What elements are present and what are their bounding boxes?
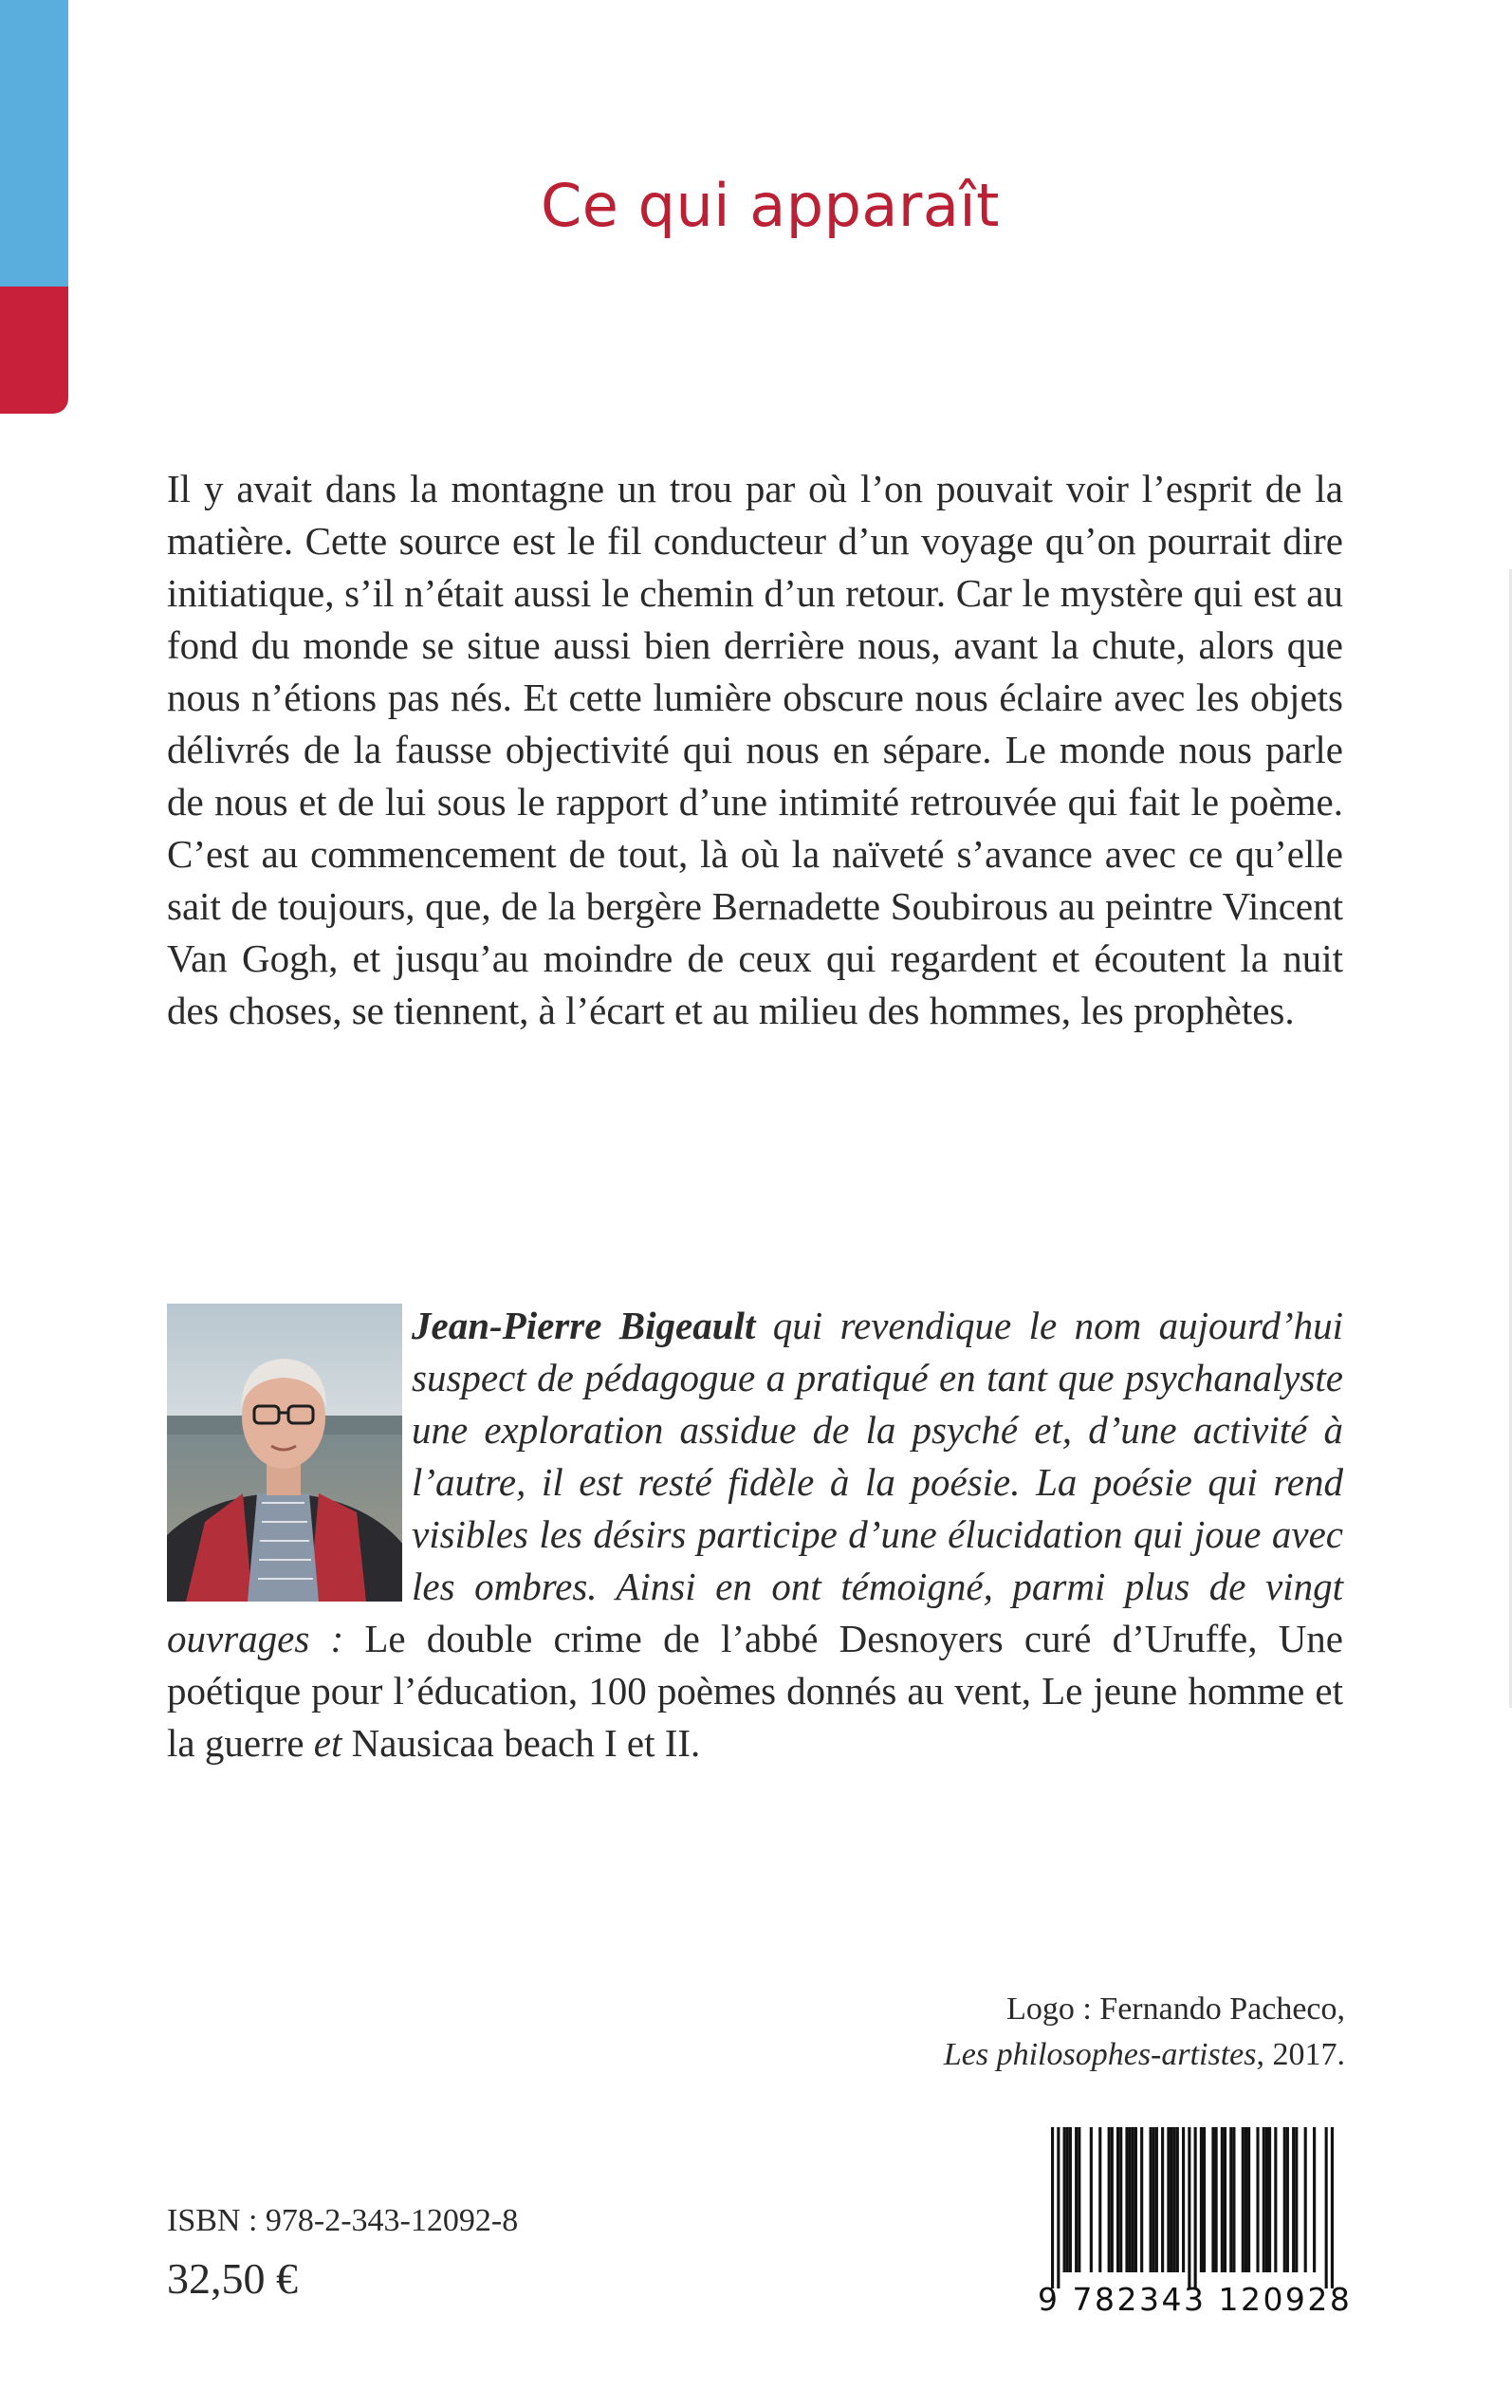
author-works-conjunction: et <box>313 1721 342 1765</box>
barcode-bar <box>1325 2127 1328 2288</box>
author-works: Le double crime de l’abbé Desnoyers curé d’Uruffe, Une poétique pour l’éducation, 100 poèmes donnés au vent, Le jeune homme et la guerre <box>167 1617 1343 1765</box>
barcode-bar <box>1176 2127 1179 2272</box>
barcode-bar <box>1331 2127 1334 2288</box>
logo-credit-year: , 2017. <box>1256 2037 1345 2072</box>
barcode-bar <box>1211 2127 1214 2272</box>
logo-credit-work: Les philosophes-artistes <box>943 2037 1257 2072</box>
barcode-bar <box>1129 2127 1132 2272</box>
barcode-bar <box>1161 2127 1164 2272</box>
cover-accent-red <box>0 287 68 414</box>
barcode-bar <box>1063 2127 1066 2272</box>
barcode-bar <box>1224 2127 1226 2272</box>
barcode-bar <box>1155 2127 1158 2272</box>
barcode-bar <box>1265 2127 1268 2272</box>
barcode-bar <box>1090 2127 1093 2272</box>
barcode-bar <box>1221 2127 1224 2272</box>
barcode-bar <box>1111 2127 1114 2272</box>
barcode-bar <box>1203 2127 1206 2272</box>
author-last-work: Nausicaa beach I et II. <box>341 1721 701 1765</box>
barcode-bar <box>1182 2127 1185 2272</box>
barcode-bar <box>1134 2127 1137 2272</box>
barcode-bar <box>1119 2127 1122 2272</box>
logo-credit-line1: Logo : Fernando Pacheco, <box>1006 1991 1345 2027</box>
barcode-bar <box>1150 2127 1152 2272</box>
barcode-bar <box>1167 2127 1170 2272</box>
barcode-bar <box>1188 2127 1190 2288</box>
barcode-bar <box>1173 2127 1176 2272</box>
barcode-digits: 9 782343 120928 <box>1038 2281 1353 2318</box>
barcode-bar <box>1245 2127 1247 2272</box>
author-name: Jean-Pierre Bigeault <box>412 1304 756 1347</box>
barcode-bar <box>1283 2127 1286 2272</box>
barcode-bar <box>1170 2127 1172 2272</box>
barcode-bar <box>1292 2127 1295 2272</box>
book-blurb: Il y avait dans la montagne un trou par où l’on pouvait voir l’esprit de la matière. Cette source est le fil conducteur d’un voyage qu’on pourrait dire initiatique, s’il n’était aussi le chemin d’un retour. Car le mystère qui est au fond du monde se situe aussi bien derrière nous, avant la chute, alors que nous n’étions pas nés. Et cette lumière obscure nous éclaire avec les objets délivrés de la fausse objectivité qui nous en sépare. Le monde nous parle de nous et de lui sous le rapport d’une intimité retrouvée qui fait le poème. C’est au commencement de tout, là où la naïveté s’avance avec ce qu’elle sait de toujours, que, de la bergère Bernadette Soubirous au peintre Vincent Van Gogh, et jusqu’au moindre de ceux qui regardent et écoutent la nuit des choses, se tiennent, à l’écart et au milieu des hommes, les prophètes. <box>167 467 1343 1032</box>
barcode-bar <box>1140 2127 1143 2272</box>
barcode-bar <box>1066 2127 1069 2272</box>
barcode-bar <box>1274 2127 1277 2272</box>
barcode-bar <box>1132 2127 1134 2272</box>
barcode-bar <box>1242 2127 1245 2272</box>
barcode-bar <box>1108 2127 1111 2272</box>
isbn: ISBN : 978-2-343-12092-8 <box>167 2203 519 2238</box>
barcode-bar <box>1152 2127 1155 2272</box>
barcode-bar <box>1295 2127 1298 2272</box>
book-title: Ce qui apparaît <box>541 171 1000 240</box>
barcode-bar <box>1098 2127 1101 2272</box>
barcode-bar <box>1263 2127 1265 2272</box>
barcode-bar <box>1232 2127 1235 2272</box>
author-bio <box>167 1300 1343 1769</box>
barcode-bar <box>1125 2127 1128 2272</box>
barcode <box>1051 2127 1334 2288</box>
barcode-bar <box>1194 2127 1197 2288</box>
cover-accent-blue <box>0 0 68 287</box>
barcode-bar <box>1229 2127 1232 2272</box>
price: 32,50 € <box>167 2254 298 2303</box>
barcode-bar <box>1057 2127 1060 2288</box>
barcode-bar <box>1051 2127 1054 2288</box>
barcode-bar <box>1200 2127 1203 2272</box>
barcode-bar <box>1268 2127 1271 2272</box>
barcode-bar <box>1256 2127 1259 2272</box>
barcode-bar <box>1078 2127 1080 2272</box>
logo-credit <box>944 1987 1345 2078</box>
author-bio-text: qui revendique le nom aujourd’hui suspect de pédagogue a pratiqué en tant que psychanalyste une exploration assidue de la psyché et, d’une activité à l’autre, il est resté fidèle à la poésie. La poésie qui rend visibles les désirs participe d’une élucidation qui joue avec les ombres. Ainsi en ont témoigné, parmi plus de vingt ouvrages : <box>167 1304 1344 1660</box>
barcode-bar <box>1215 2127 1218 2272</box>
barcode-bar <box>1286 2127 1289 2272</box>
barcode-bar <box>1116 2127 1119 2272</box>
barcode-bar <box>1069 2127 1072 2272</box>
barcode-bar <box>1075 2127 1078 2272</box>
barcode-bar <box>1304 2127 1307 2272</box>
barcode-bar <box>1313 2127 1316 2272</box>
barcode-bar <box>1247 2127 1250 2272</box>
